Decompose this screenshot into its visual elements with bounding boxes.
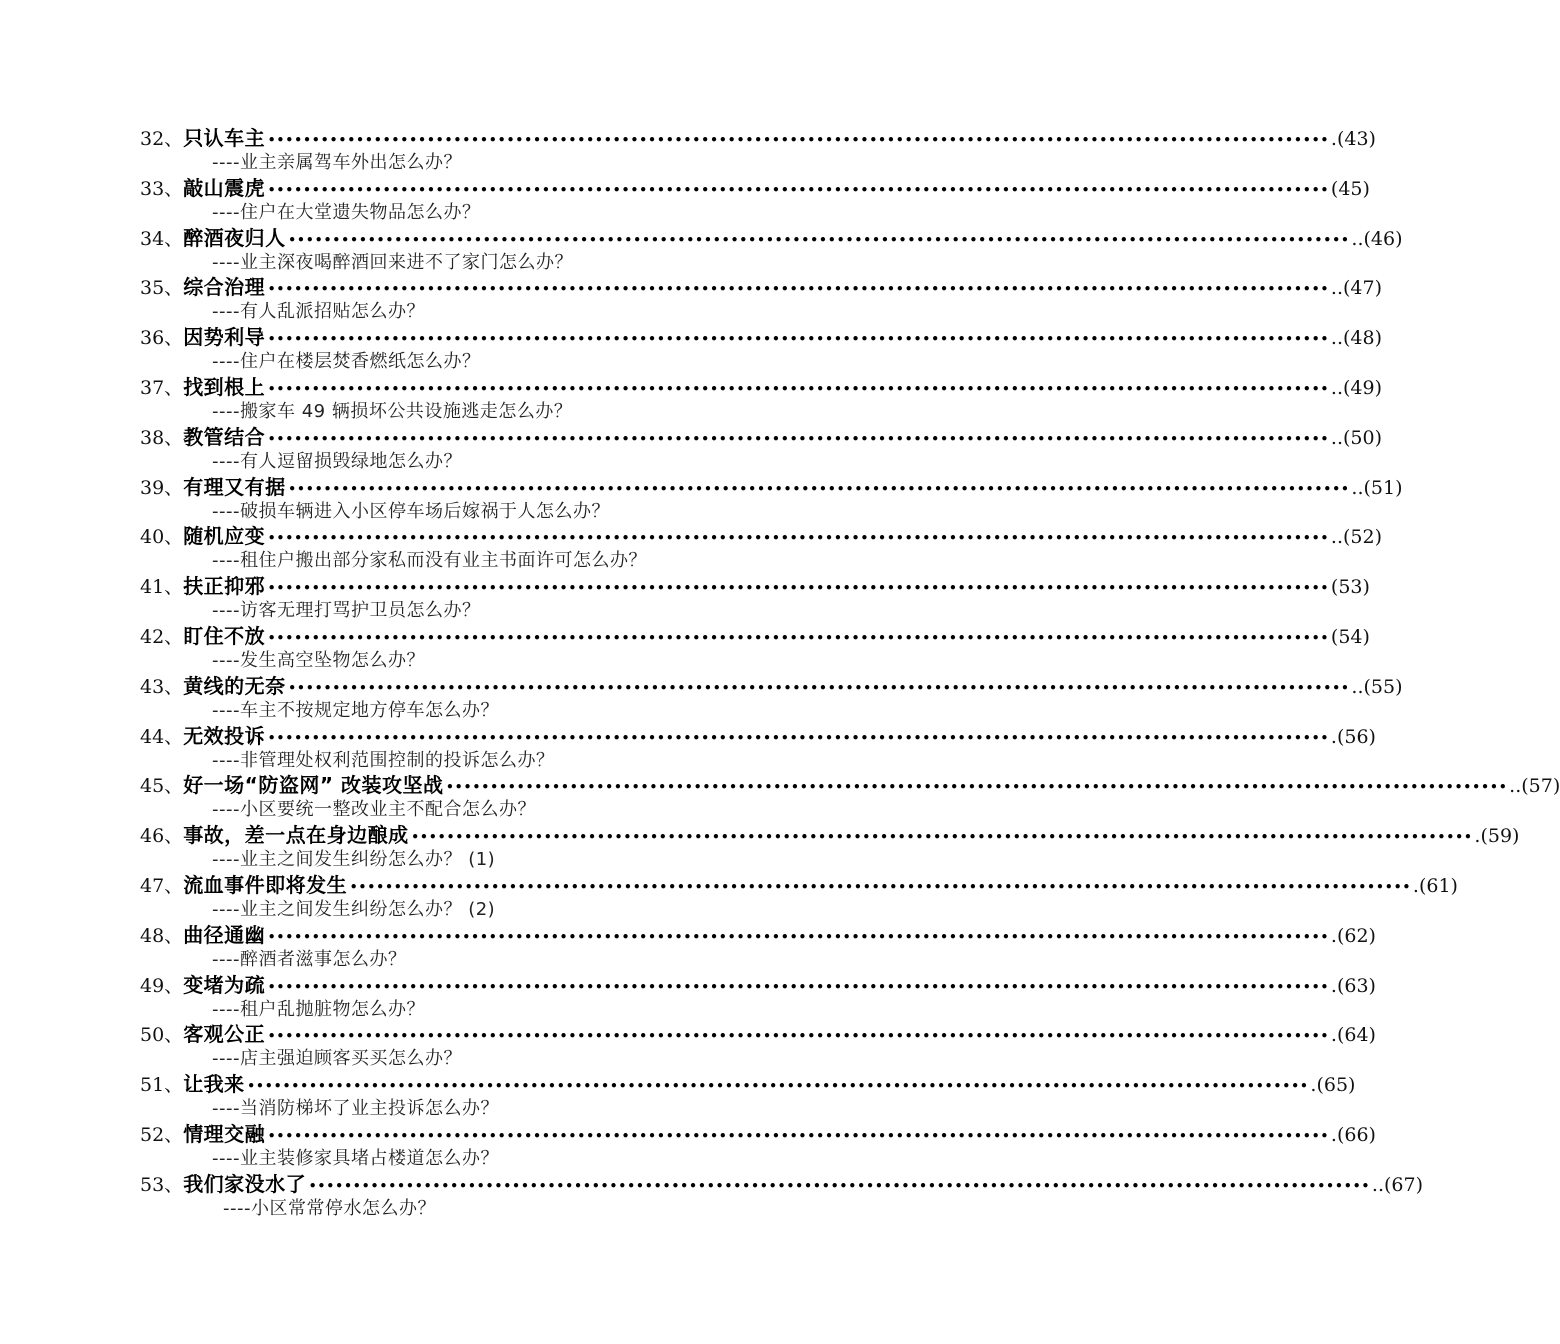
entry-number: 52、 — [140, 1123, 184, 1146]
toc-entry-heading — [140, 122, 1376, 150]
entry-page-number: .(56) — [1330, 725, 1376, 748]
entry-subtitle: ----非管理处权利范围控制的投诉怎么办？ — [212, 749, 555, 771]
toc-entry-heading — [140, 1118, 1376, 1146]
toc-entry — [140, 769, 1560, 821]
entry-subtitle: ----搬家车 49 辆损坏公共设施逃走怎么办？ — [212, 400, 573, 422]
toc-entry — [140, 421, 1382, 472]
toc-entry-heading — [140, 1168, 1423, 1196]
entry-number: 51、 — [140, 1074, 184, 1097]
entry-subtitle: ----破损车辆进入小区停车场后嫁祸于人怎么办？ — [212, 500, 610, 522]
entry-subtitle: ----业主之间发生纠纷怎么办？ (2) — [212, 898, 496, 920]
toc-entry — [140, 371, 1382, 422]
entry-page-number: ..(50) — [1330, 426, 1382, 449]
entry-subtitle: ----业主深夜喝醉酒回来进不了家门怎么办？ — [212, 251, 573, 273]
toc-entry-heading — [140, 222, 1403, 250]
toc-entry — [140, 122, 1376, 173]
entry-title: 综合治理 — [183, 275, 266, 300]
entry-subtitle: ----业主亲属驾车外出怎么办？ — [212, 152, 462, 173]
entry-page-number: .(59) — [1474, 825, 1520, 848]
entry-page-number: ..(46) — [1351, 227, 1403, 250]
entry-page-number: .(61) — [1412, 874, 1458, 897]
entry-page-number: ..(48) — [1330, 327, 1382, 350]
entry-subtitle: ----租户乱抛脏物怎么办？ — [212, 998, 425, 1020]
entry-title: 我们家没水了 — [183, 1171, 307, 1196]
entry-title: 让我来 — [183, 1072, 245, 1097]
entry-subtitle: ----访客无理打骂护卫员怎么办？ — [212, 600, 481, 622]
entry-page-number: ..(49) — [1330, 376, 1382, 399]
dot-leader: •••••••••••••••••••••••••••••••••••••••••••••••••••••••••••••••••••••••••••••••••••••••••••••••••••••••••••••••••••••••• — [267, 1126, 1329, 1145]
entry-subtitle: ----有人乱派招贴怎么办？ — [212, 301, 425, 323]
toc-entry — [140, 1018, 1376, 1070]
dot-leader: •••••••••••••••••••••••••••••••••••••••••••••••••••••••••••••••••••••••••••••••••••••••••••••••••••••••••••••••••••••••• — [246, 1077, 1309, 1096]
dot-leader: •••••••••••••••••••••••••••••••••••••••••••••••••••••••••••••••••••••••••••••••••••••••••••••••••••••••••••••••••••••••• — [267, 728, 1329, 747]
dot-leader: •••••••••••••••••••••••••••••••••••••••••••••••••••••••••••••••••••••••••••••••••••••••••••••••••••••••••••••••••••••••• — [308, 1176, 1370, 1195]
entry-title: 教管结合 — [183, 424, 266, 449]
toc-entry-heading — [140, 819, 1520, 848]
entry-page-number: (53) — [1330, 576, 1370, 599]
entry-page-number: .(65) — [1310, 1074, 1356, 1097]
entry-subtitle: ----店主强迫顾客买买怎么办？ — [212, 1048, 462, 1070]
toc-entry-heading — [140, 1018, 1376, 1047]
entry-page-number: ..(67) — [1371, 1173, 1423, 1196]
dot-leader: •••••••••••••••••••••••••••••••••••••••••••••••••••••••••••••••••••••••••••••••••••••••••••••••••••••••••••••••••••••••• — [349, 877, 1411, 896]
entry-title: 只认车主 — [183, 126, 266, 150]
dot-leader: •••••••••••••••••••••••••••••••••••••••••••••••••••••••••••••••••••••••••••••••••••••••••••••••••••••••••••••••••••••••• — [267, 628, 1329, 647]
dot-leader: •••••••••••••••••••••••••••••••••••••••••••••••••••••••••••••••••••••••••••••••••••••••••••••••••••••••••••••••••••••••• — [267, 429, 1329, 448]
entry-number: 34、 — [140, 227, 184, 250]
entry-subtitle: ----住户在大堂遗失物品怎么办？ — [212, 201, 481, 223]
dot-leader: •••••••••••••••••••••••••••••••••••••••••••••••••••••••••••••••••••••••••••••••••••••••••••••••••••••••••••••••••••••••• — [267, 180, 1329, 199]
entry-page-number: ..(47) — [1330, 277, 1382, 300]
entry-subtitle: ----小区常常停水怎么办？ — [223, 1197, 436, 1219]
entry-number: 35、 — [140, 277, 184, 300]
entry-title: 情理交融 — [183, 1121, 266, 1146]
entry-title: 无效投诉 — [183, 723, 266, 748]
entry-title: 因势利导 — [183, 325, 266, 350]
toc-entry — [140, 520, 1382, 572]
toc-entry-heading — [140, 172, 1370, 200]
toc-entry-heading — [140, 520, 1382, 549]
entry-title: 事故，差一点在身边酿成 — [183, 823, 409, 848]
entry-page-number: .(64) — [1330, 1024, 1376, 1047]
toc-entry — [140, 172, 1370, 223]
entry-number: 33、 — [140, 177, 184, 200]
entry-title: 曲径通幽 — [183, 922, 266, 947]
entry-subtitle: ----业主装修家具堵占楼道怎么办？ — [212, 1147, 499, 1169]
entry-number: 38、 — [140, 426, 184, 449]
entry-title: 扶正抑邪 — [183, 574, 266, 599]
toc-entry-heading — [140, 620, 1370, 648]
dot-leader: •••••••••••••••••••••••••••••••••••••••••••••••••••••••••••••••••••••••••••••••••••••••••••••••••••••••••••••••••••••••• — [287, 479, 1350, 498]
entry-number: 39、 — [140, 476, 184, 499]
entry-number: 43、 — [140, 675, 184, 698]
dot-leader: •••••••••••••••••••••••••••••••••••••••••••••••••••••••••••••••••••••••••••••••••••••••••••••••••••••••••••••••••••••••• — [410, 828, 1473, 847]
dot-leader: •••••••••••••••••••••••••••••••••••••••••••••••••••••••••••••••••••••••••••••••••••••••••••••••••••••••••••••••••••••••• — [445, 778, 1508, 797]
table-of-contents — [140, 122, 1560, 1219]
entry-number: 49、 — [140, 974, 184, 997]
toc-entry — [140, 919, 1376, 970]
entry-title: 醉酒夜归人 — [183, 225, 286, 250]
entry-page-number: .(66) — [1330, 1123, 1376, 1146]
toc-entry — [140, 471, 1403, 522]
dot-leader: •••••••••••••••••••••••••••••••••••••••••••••••••••••••••••••••••••••••••••••••••••••••••••••••••••••••••••••••••••••••• — [267, 977, 1329, 996]
entry-title: 敲山震虎 — [183, 175, 266, 200]
entry-number: 53、 — [140, 1173, 184, 1196]
entry-title: 黄线的无奈 — [183, 673, 286, 698]
entry-page-number: .(62) — [1330, 924, 1376, 947]
dot-leader: •••••••••••••••••••••••••••••••••••••••••••••••••••••••••••••••••••••••••••••••••••••••••••••••••••••••••••••••••••••••• — [267, 330, 1329, 349]
toc-entry-heading — [140, 321, 1382, 350]
toc-entry-heading — [140, 670, 1403, 698]
entry-page-number: ..(57) — [1509, 775, 1560, 798]
entry-subtitle: ----发生高空坠物怎么办？ — [212, 649, 425, 671]
entry-page-number: ..(51) — [1351, 476, 1403, 499]
dot-leader: •••••••••••••••••••••••••••••••••••••••••••••••••••••••••••••••••••••••••••••••••••••••••••••••••••••••••••••••••••••••• — [267, 1027, 1329, 1046]
toc-entry-heading — [140, 271, 1382, 300]
entry-subtitle: ----车主不按规定地方停车怎么办？ — [212, 699, 499, 721]
toc-entry-heading — [140, 471, 1403, 499]
toc-entry — [140, 720, 1376, 771]
entry-number: 46、 — [140, 825, 184, 848]
dot-leader: •••••••••••••••••••••••••••••••••••••••••••••••••••••••••••••••••••••••••••••••••••••••••••••••••••••••••••••••••••••••• — [267, 529, 1329, 548]
entry-title: 有理又有据 — [183, 474, 286, 499]
dot-leader: •••••••••••••••••••••••••••••••••••••••••••••••••••••••••••••••••••••••••••••••••••••••••••••••••••••••••••••••••••••••• — [287, 230, 1350, 249]
dot-leader: •••••••••••••••••••••••••••••••••••••••••••••••••••••••••••••••••••••••••••••••••••••••••••••••••••••••••••••••••••••••• — [267, 379, 1329, 398]
entry-number: 50、 — [140, 1024, 184, 1047]
entry-number: 47、 — [140, 874, 184, 897]
entry-number: 48、 — [140, 924, 184, 947]
entry-subtitle: ----小区要统一整改业主不配合怎么办？ — [212, 799, 536, 821]
entry-page-number: (54) — [1330, 625, 1370, 648]
toc-entry — [140, 1068, 1356, 1120]
toc-entry — [140, 271, 1382, 323]
toc-entry — [140, 222, 1403, 273]
entry-subtitle: ----业主之间发生纠纷怎么办？ (1) — [212, 849, 496, 871]
toc-entry-heading — [140, 570, 1370, 599]
entry-subtitle: ----醉酒者滋事怎么办？ — [212, 948, 407, 970]
toc-entry-heading — [140, 869, 1458, 897]
toc-entry — [140, 819, 1520, 871]
entry-number: 40、 — [140, 526, 184, 549]
entry-number: 45、 — [140, 775, 184, 798]
toc-entry-heading — [140, 720, 1376, 748]
toc-entry — [140, 670, 1403, 721]
entry-page-number: ..(55) — [1351, 675, 1403, 698]
entry-page-number: (45) — [1330, 177, 1370, 200]
entry-title: 好一场“防盗网” 改装攻坚战 — [183, 773, 444, 798]
entry-subtitle: ----住户在楼层焚香燃纸怎么办？ — [212, 351, 481, 373]
toc-entry — [140, 570, 1370, 622]
entry-title: 盯住不放 — [183, 623, 266, 648]
toc-entry-heading — [140, 769, 1560, 798]
dot-leader: •••••••••••••••••••••••••••••••••••••••••••••••••••••••••••••••••••••••••••••••••••••••••••••••••••••••••••••••••••••••• — [267, 280, 1329, 299]
entry-page-number: ..(52) — [1330, 526, 1382, 549]
entry-subtitle: ----有人逗留损毁绿地怎么办？ — [212, 450, 462, 472]
entry-title: 找到根上 — [183, 374, 266, 399]
entry-number: 36、 — [140, 327, 184, 350]
toc-entry — [140, 969, 1376, 1020]
toc-entry — [140, 1118, 1376, 1169]
entry-title: 变堵为疏 — [183, 972, 266, 997]
toc-entry-heading — [140, 919, 1376, 947]
toc-entry-heading — [140, 969, 1376, 997]
dot-leader: •••••••••••••••••••••••••••••••••••••••••••••••••••••••••••••••••••••••••••••••••••••••••••••••••••••••••••••••••••••••• — [267, 927, 1329, 946]
entry-page-number: .(43) — [1330, 128, 1376, 150]
toc-entry-heading — [140, 421, 1382, 449]
toc-entry-heading — [140, 371, 1382, 399]
toc-entry — [140, 1168, 1423, 1219]
entry-number: 37、 — [140, 376, 184, 399]
toc-entry — [140, 321, 1382, 373]
toc-entry — [140, 869, 1458, 920]
entry-number: 32、 — [140, 128, 184, 150]
toc-entry-heading — [140, 1068, 1356, 1097]
entry-subtitle: ----当消防梯坏了业主投诉怎么办？ — [212, 1098, 499, 1120]
entry-title: 客观公正 — [183, 1022, 266, 1047]
entry-title: 流血事件即将发生 — [183, 872, 348, 897]
entry-subtitle: ----租住户搬出部分家私而没有业主书面许可怎么办？ — [212, 550, 647, 572]
entry-number: 42、 — [140, 625, 184, 648]
entry-title: 随机应变 — [183, 524, 266, 549]
dot-leader: •••••••••••••••••••••••••••••••••••••••••••••••••••••••••••••••••••••••••••••••••••••••••••••••••••••••••••••••••••••••• — [267, 131, 1329, 149]
entry-number: 41、 — [140, 576, 184, 599]
toc-entry — [140, 620, 1370, 671]
dot-leader: •••••••••••••••••••••••••••••••••••••••••••••••••••••••••••••••••••••••••••••••••••••••••••••••••••••••••••••••••••••••• — [267, 579, 1329, 598]
entry-page-number: .(63) — [1330, 974, 1376, 997]
dot-leader: •••••••••••••••••••••••••••••••••••••••••••••••••••••••••••••••••••••••••••••••••••••••••••••••••••••••••••••••••••••••• — [287, 678, 1350, 697]
entry-number: 44、 — [140, 725, 184, 748]
